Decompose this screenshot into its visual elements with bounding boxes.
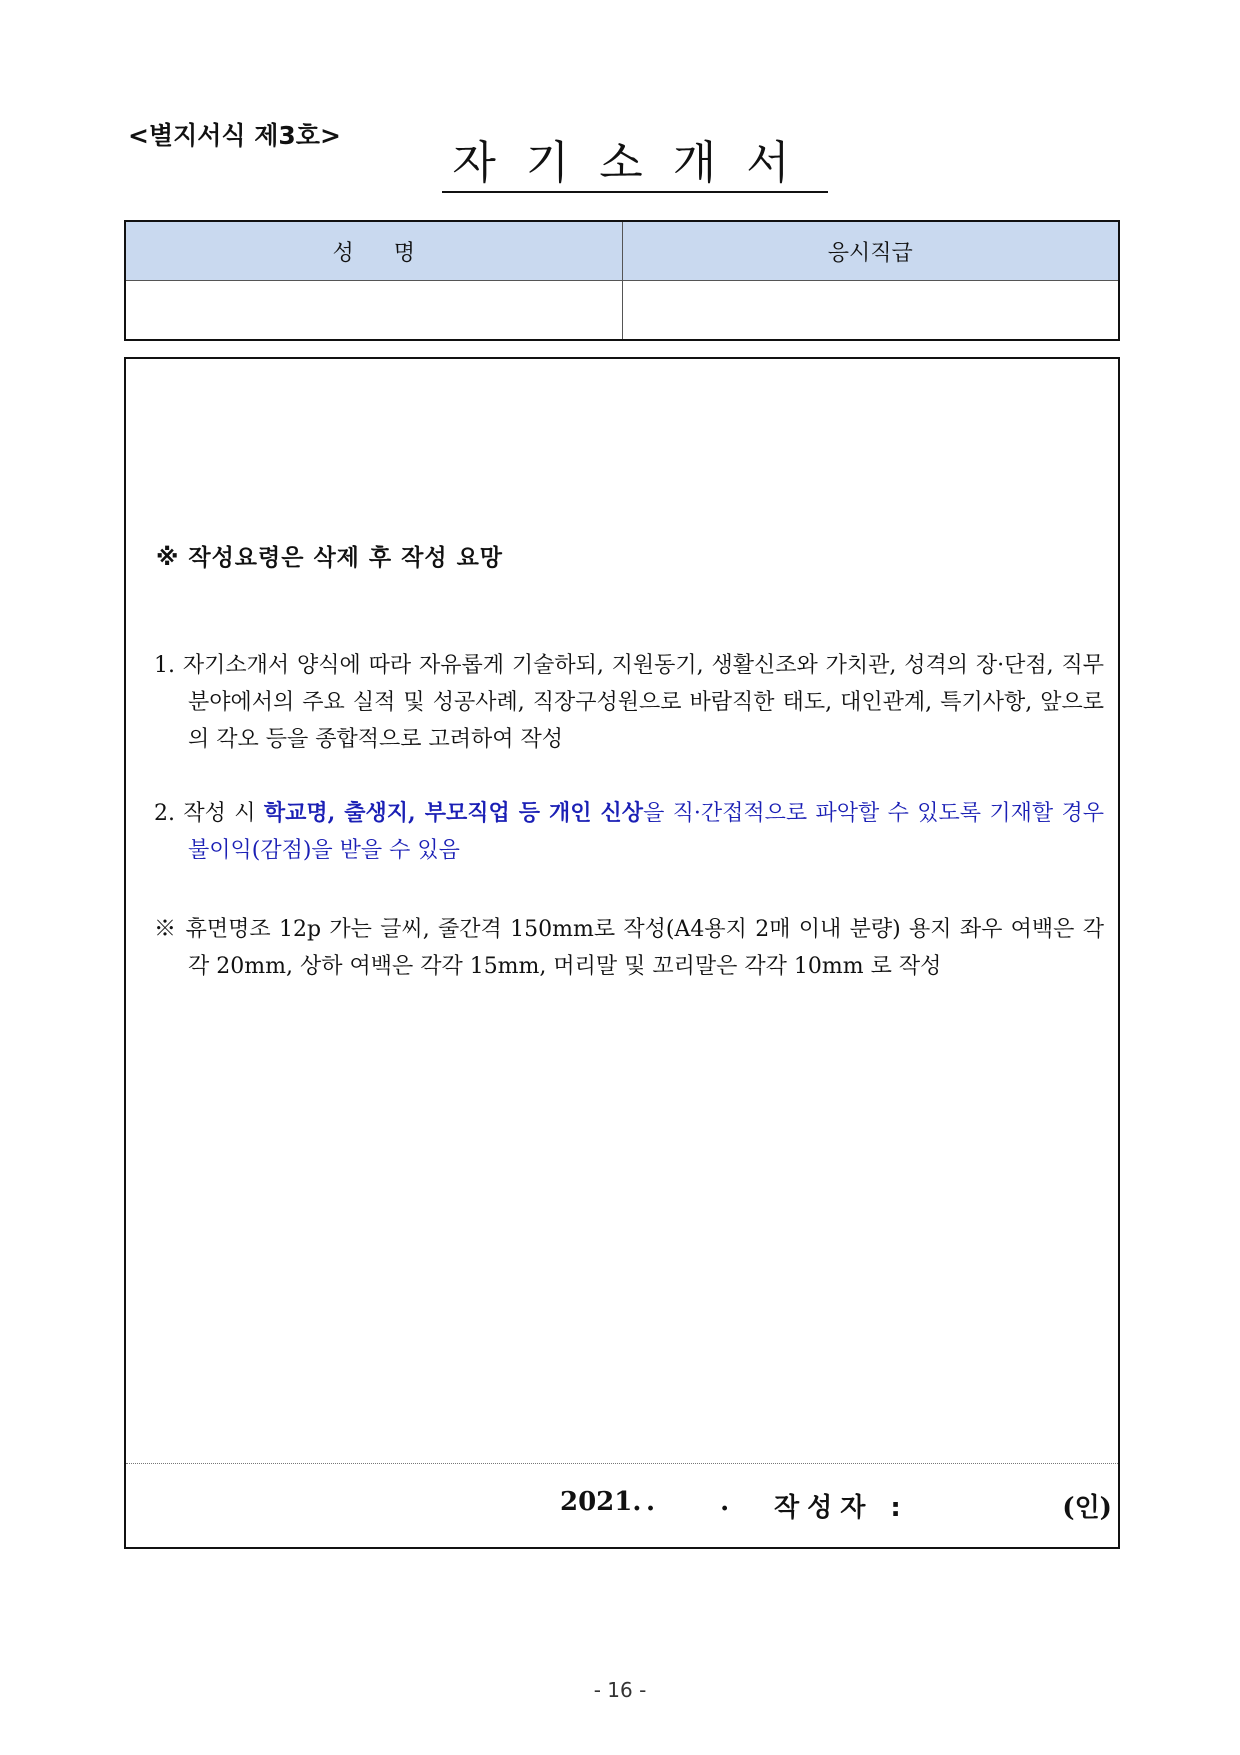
signature-row — [126, 1487, 1118, 1527]
name-header: 성명 — [125, 221, 622, 281]
document-title-wrapper — [0, 136, 1240, 193]
instruction-item-2-text — [154, 795, 1104, 869]
instruction-heading: ※ 작성요령은 삭제 후 작성 요망 — [156, 545, 504, 571]
item-2-emphasis: 학교명, 출생지, 부모직업 등 개인 신상 — [263, 800, 644, 826]
name-field[interactable] — [125, 281, 622, 341]
item-2-prefix: 2. 작성 시 — [154, 801, 264, 826]
signature-date: 2021. — [560, 1487, 642, 1517]
document-title: 자기소개서 — [442, 140, 827, 193]
instruction-item-1-text: 1. 자기소개서 양식에 따라 자유롭게 기술하되, 지원동기, 생활신조와 가치관, 성격의 장·단점, 직무분야에서의 주요 실적 및 성공사례, 직장구성원으로 바람직한 태도, 대인관계, 특기사항, 앞으로의 각오 등을 종합적으로 고려하여 작성 — [154, 653, 1104, 752]
writer-label: 작성자 : — [774, 1493, 909, 1523]
self-introduction-box[interactable] — [124, 357, 1120, 1549]
position-field[interactable] — [622, 281, 1119, 341]
signature-divider — [126, 1463, 1118, 1464]
instruction-item-3 — [154, 911, 1104, 985]
instruction-item-2 — [154, 795, 1104, 869]
form-label: <별지서식 제3호> — [128, 121, 341, 150]
instruction-item-1 — [154, 647, 1104, 758]
instruction-item-3-text: ※ 휴면명조 12p 가는 글씨, 줄간격 150mm로 작성(A4용지 2매 이내 분량) 용지 좌우 여백은 각각 20mm, 상하 여백은 각각 15mm, 머리말 및 꼬리말은 각각 10mm 로 작성 — [154, 917, 1104, 979]
seal-mark: (인) — [1062, 1493, 1112, 1523]
item-2-suffix: 을 직·간접적으로 파악할 수 있도록 기재할 경우 불이익(감점)을 받을 수 있음 — [188, 801, 1104, 863]
signature-date-dots: . . — [646, 1487, 758, 1517]
page-number: - 16 - — [593, 1678, 647, 1702]
applicant-info-table — [124, 220, 1120, 341]
position-header: 응시직급 — [622, 221, 1119, 281]
